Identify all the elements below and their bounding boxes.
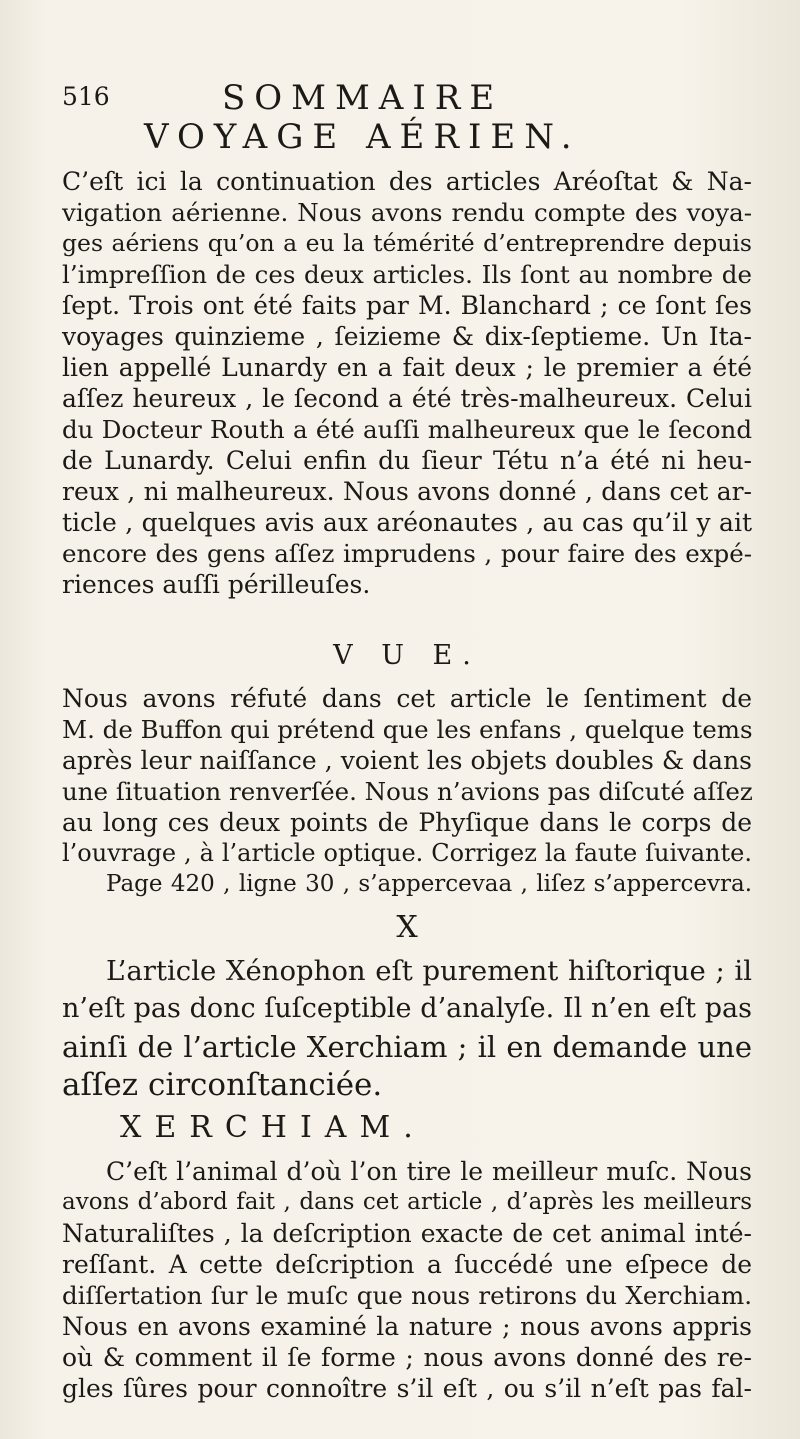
section-heading-voyage-aerien: VOYAGE AÉRIEN. [144,117,581,157]
section-heading-xerchiam: XERCHIAM. [120,1110,426,1145]
text-line: M. de Buffon qui prétend que les enfans , quelque tems [62,715,753,744]
text-line: gles ſûres pour connoître s’il eſt , ou s’il n’eſt pas fal- [62,1374,752,1403]
text-line: reſſant. A cette deſcription a ſuccédé une eſpece de [62,1250,752,1279]
text-line: ticle , quelques avis aux aréonautes , au cas qu’il y ait [62,508,752,537]
text-line: L’article Xénophon eſt purement hiſtorique ; il [106,955,752,987]
text-line: encore des gens aſſez imprudens , pour faire des expé- [62,539,752,568]
text-line: l’impreſſion de ces deux articles. Ils ſont au nombre de [62,260,752,289]
text-line: C’eſt l’animal d’où l’on tire le meilleur muſc. Nous [106,1157,752,1186]
text-line: du Docteur Routh a été auſſi malheureux que le ſecond [62,415,752,444]
page-number: 516 [62,82,110,111]
text-line: vigation aérienne. Nous avons rendu compte des voya- [62,198,752,227]
text-line: où & comment il ſe forme ; nous avons donné des re- [62,1343,752,1372]
text-line: de Lunardy. Celui enfin du ſieur Tétu n’a été ni heu- [62,446,752,475]
text-line: Nous en avons examiné la nature ; nous avons appris [62,1312,752,1341]
text-line: avons d’abord fait , dans cet article , d’après les meilleurs [62,1189,752,1215]
text-line: C’eſt ici la continuation des articles Aréoſtat & Na- [62,167,752,196]
text-line: Naturaliſtes , la deſcription exacte de cet animal inté- [62,1219,752,1248]
text-line: Nous avons réfuté dans cet article le ſentiment de [62,684,752,713]
erratum-line: Page 420 , ligne 30 , s’appercevaa , liſez s’appercevra. [106,871,752,897]
text-line: aſſez heureux , le ſecond a été très-malheureux. Celui [62,384,752,413]
text-line: lien appellé Lunardy en a fait deux ; le premier a été [62,353,752,382]
text-line: ges aériens qu’on a eu la témérité d’entreprendre depuis [62,229,752,257]
text-line: diſſertation ſur le muſc que nous retirons du Xerchiam. [62,1281,752,1310]
text-line: aſſez circonſtanciée. [62,1067,383,1103]
running-title: SOMMAIRE [222,78,504,118]
text-line: au long ces deux points de Phyſique dans le corps de [62,808,752,837]
text-line: voyages quinzieme , ſeizieme & dix-ſeptieme. Un Ita- [62,322,752,351]
text-line: ſept. Trois ont été faits par M. Blanchard ; ce ſont ſes [62,291,752,320]
page-header [62,78,752,122]
text-line: l’ouvrage , à l’article optique. Corrigez la faute ſuivante. [62,839,752,867]
text-line: n’eſt pas donc ſuſceptible d’analyſe. Il n’en eſt pas [62,993,752,1024]
text-line: reux , ni malheureux. Nous avons donné , dans cet ar- [62,477,752,506]
text-line: une ſituation renverſée. Nous n’avions pas diſcuté aſſez [62,777,753,806]
section-heading-vue: V U E. [333,640,481,671]
text-line: riences auſſi périlleuſes. [62,570,371,599]
text-line: après leur naiſſance , voient les objets doubles & dans [62,746,752,775]
section-heading-x: X [396,910,418,945]
text-line: ainſi de l’article Xerchiam ; il en demande une [62,1030,752,1064]
